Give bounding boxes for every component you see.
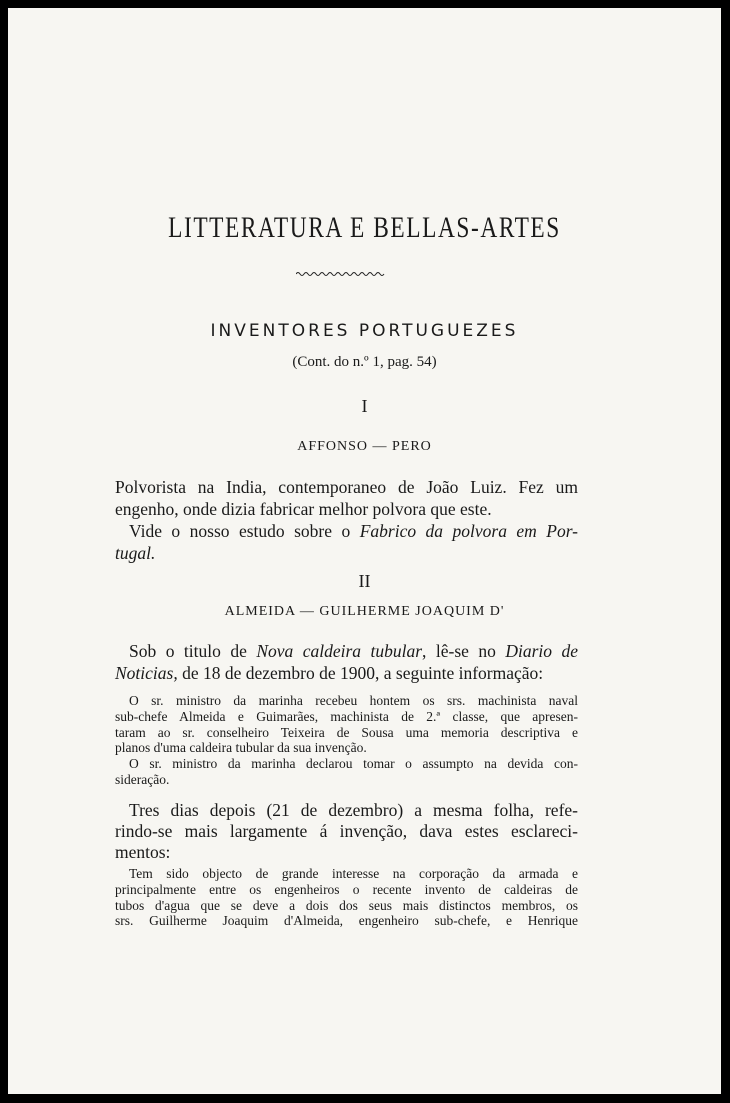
quote-line: Tem sido objecto de grande interesse na corporação da armada e: [129, 866, 578, 881]
quote-line: O sr. ministro da marinha declarou tomar o assumpto na devida con-: [129, 756, 578, 772]
paragraph-line: [115, 520, 578, 542]
section-title: LITTERATURA E BELLAS-ARTES: [168, 211, 561, 244]
quotation-2: [115, 866, 578, 929]
entry-name-text: AFFONSO — PERO: [297, 439, 432, 454]
paragraph-line: [115, 662, 578, 684]
line-text: , lê-se no: [422, 641, 506, 661]
paragraph-line: engenho, onde dizia fabricar melhor polvora que este.: [115, 499, 492, 519]
italic-newspaper: Noticias,: [115, 663, 178, 683]
line-text: Vide o nosso estudo sobre o: [129, 521, 360, 541]
entry-name-1: [8, 439, 721, 455]
italic-newspaper: Diario de: [505, 641, 578, 661]
italic-title-end: tugal.: [115, 543, 156, 563]
entry-name-text: ALMEIDA — GUILHERME JOAQUIM D': [224, 604, 505, 619]
article-title: INVENTORES PORTUGUEZES: [210, 321, 519, 341]
paragraph-line: Tres dias depois (21 de dezembro) a mesma folha, refe-: [129, 800, 578, 820]
entry-1-paragraph: [115, 476, 578, 564]
paragraph-line: rindo-se mais largamente á invenção, dava estes esclareci-: [115, 821, 578, 841]
italic-title: Nova caldeira tubular: [256, 641, 423, 661]
entry-2-intro: [115, 640, 578, 684]
entry-2-paragraph-2: [115, 800, 578, 863]
quote-line: tubos d'agua que se deve a dois dos seus mais distinctos membros, os: [115, 897, 578, 913]
quote-line: srs. Guilherme Joaquim d'Almeida, engenheiro sub-chefe, e Henrique: [115, 913, 578, 929]
paragraph-line: mentos:: [115, 842, 171, 862]
paragraph-line: [115, 542, 578, 564]
quotation-1: [115, 693, 578, 788]
line-text: de 18 de dezembro de 1900, a seguinte informação:: [177, 663, 544, 683]
quote-line: planos d'uma caldeira tubular da sua invenção.: [115, 740, 367, 756]
decorative-wavy-rule: [296, 270, 386, 278]
document-page: [8, 8, 721, 1094]
line-text: Sob o titulo de: [129, 641, 257, 661]
entry-numeral-2: II: [358, 571, 371, 591]
quote-line: taram ao sr. conselheiro Teixeira de Sousa uma memoria descriptiva e: [115, 724, 578, 740]
paragraph-line: [115, 640, 578, 662]
italic-title: Fabrico da polvora em Por-: [359, 521, 578, 541]
paragraph-line: Polvorista na India, contemporaneo de João Luiz. Fez um: [115, 477, 578, 497]
quote-line: sub-chefe Almeida e Guimarães, machinista de 2.ª classe, que apresen-: [115, 708, 578, 724]
continuation-note: (Cont. do n.º 1, pag. 54): [292, 354, 437, 370]
quote-line: sideração.: [115, 771, 170, 787]
quote-line: O sr. ministro da marinha recebeu hontem os srs. machinista naval: [129, 693, 578, 708]
quote-line: principalmente entre os engenheiros o recente invento de caldeiras de: [115, 881, 578, 897]
entry-name-2: [8, 604, 721, 620]
entry-numeral-1: I: [361, 396, 368, 416]
